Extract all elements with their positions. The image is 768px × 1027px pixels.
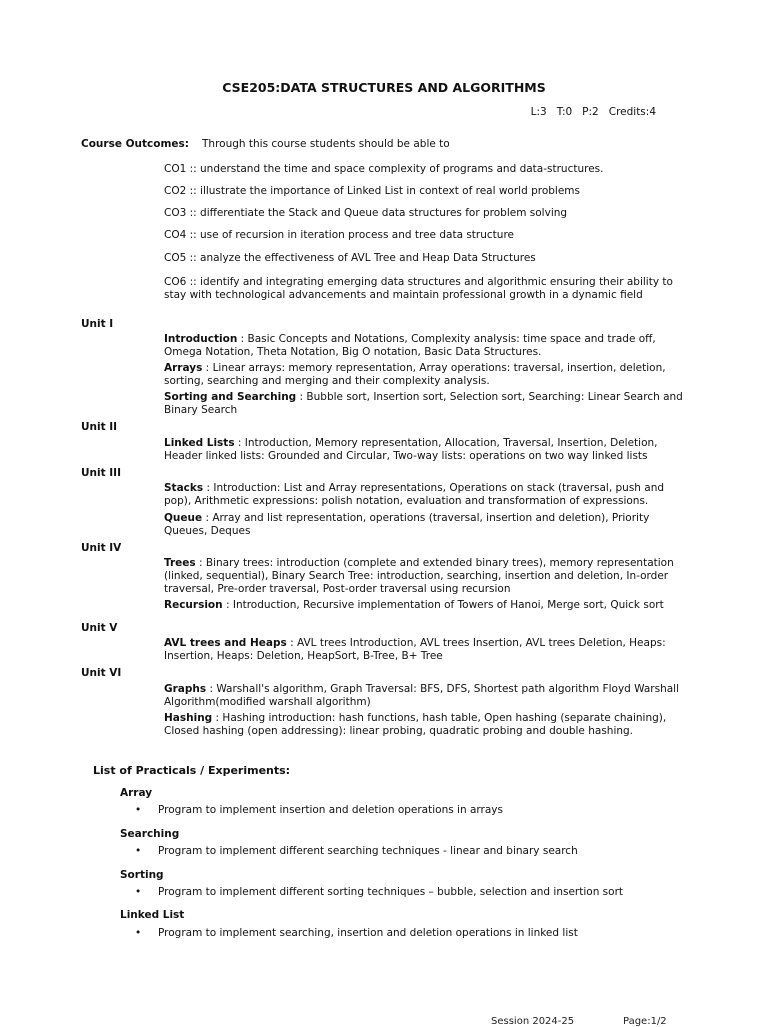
footer-session: Session 2024-25 (491, 1016, 575, 1027)
practical-item (135, 804, 503, 816)
course-outcome-4: CO4 :: use of recursion in iteration process and tree data structure (164, 229, 514, 241)
practical-group-linked-list: Linked List (120, 909, 185, 921)
bullet-icon: • (135, 886, 142, 898)
topic-text: Introduction, Memory representation, Allocation, Traversal, Insertion, Deletion, Header linked lists: Grounded and Circular, Two-way lists: operations on two way linked lists (164, 437, 658, 462)
topic-text: Hashing introduction: hash functions, hash table, Open hashing (separate chaining), Closed hashing (open addressing): linear probing, quadratic probing and double hashing. (164, 712, 667, 737)
unit-3-topic-queue: Queue : Array and list representation, operations (traversal, insertion and deletion), Priority Queues, Deques (164, 512, 650, 537)
practical-item (135, 886, 623, 898)
course-outcome-1: CO1 :: understand the time and space complexity of programs and data-structures. (164, 163, 604, 175)
practical-item-text: Program to implement searching, insertion and deletion operations in linked list (158, 927, 578, 939)
bullet-icon: • (135, 845, 142, 857)
course-outcome-6: CO6 :: identify and integrating emerging data structures and algorithmic ensuring their ability to stay with technological advancements and maintain professional growth in a dynamic field (164, 276, 673, 301)
practical-group-sorting: Sorting (120, 869, 164, 881)
topic-text: Introduction: List and Array representations, Operations on stack (traversal, push and pop), Arithmetic expressions: polish notation, evaluation and transformation of expressions. (164, 482, 665, 507)
practical-item-text: Program to implement different searching techniques - linear and binary search (158, 845, 578, 857)
unit-2-label: Unit II (81, 421, 118, 433)
practicals-title: List of Practicals / Experiments: (93, 764, 291, 777)
course-outcome-2: CO2 :: illustrate the importance of Linked List in context of real world problems (164, 185, 581, 197)
unit-1-topic-arrays: Arrays : Linear arrays: memory representation, Array operations: traversal, insertion, deletion, sorting, searching and merging and their complexity analysis. (164, 362, 666, 387)
course-outcome-3: CO3 :: differentiate the Stack and Queue data structures for problem solving (164, 207, 568, 219)
course-outcomes-intro: Through this course students should be able to (202, 138, 450, 150)
ltp-credits (531, 106, 656, 118)
course-outcomes-label: Course Outcomes: (81, 138, 189, 150)
topic-text: AVL trees Introduction, AVL trees Insertion, AVL trees Deletion, Heaps: Insertion, Heaps: Deletion, HeapSort, B-Tree, B+ Tree (164, 637, 666, 662)
topic-heading: Hashing (164, 712, 213, 724)
practical-hours: P:2 (582, 106, 599, 118)
topic-heading: Queue (164, 512, 203, 524)
topic-text: Warshall's algorithm, Graph Traversal: BFS, DFS, Shortest path algorithm Floyd Warshall Algorithm(modified warshall algorithm) (164, 683, 680, 708)
topic-heading: Trees (164, 557, 196, 569)
unit-4-label: Unit IV (81, 542, 122, 554)
unit-4-topic-trees: Trees : Binary trees: introduction (complete and extended binary trees), memory representation (linked, sequential), Binary Search Tree: introduction, searching, insertion and deletion, In-order traversal, Pre-order traversal, Post-order traversal using recursion (164, 557, 674, 595)
topic-text: Linear arrays: memory representation, Array operations: traversal, insertion, deletion, sorting, searching and merging and their complexity analysis. (164, 362, 666, 387)
topic-heading: Arrays (164, 362, 203, 374)
unit-3-label: Unit III (81, 467, 121, 479)
unit-3-topic-stacks: Stacks : Introduction: List and Array representations, Operations on stack (traversal, push and pop), Arithmetic expressions: polish notation, evaluation and transformation of expressions. (164, 482, 665, 507)
topic-text: Bubble sort, Insertion sort, Selection sort, Searching: Linear Search and Binary Search (164, 391, 683, 416)
topic-text: Basic Concepts and Notations, Complexity analysis: time space and trade off, Omega Notation, Theta Notation, Big O notation, Basic Data Structures. (164, 333, 656, 358)
credits: Credits:4 (608, 106, 656, 118)
topic-heading: Recursion (164, 599, 223, 611)
unit-1-label: Unit I (81, 318, 114, 330)
unit-6-topic-hashing: Hashing : Hashing introduction: hash functions, hash table, Open hashing (separate chaining), Closed hashing (open addressing): linear probing, quadratic probing and double hashing. (164, 712, 667, 737)
topic-text: Introduction, Recursive implementation of Towers of Hanoi, Merge sort, Quick sort (232, 599, 664, 611)
practical-item (135, 845, 578, 857)
bullet-icon: • (135, 804, 142, 816)
topic-heading: AVL trees and Heaps (164, 637, 287, 649)
unit-6-topic-graphs: Graphs : Warshall's algorithm, Graph Traversal: BFS, DFS, Shortest path algorithm Floyd Warshall Algorithm(modified warshall algorithm) (164, 683, 680, 708)
unit-6-label: Unit VI (81, 667, 122, 679)
course-outcome-5: CO5 :: analyze the effectiveness of AVL Tree and Heap Data Structures (164, 252, 536, 264)
unit-2-topic-linked-lists: Linked Lists : Introduction, Memory representation, Allocation, Traversal, Insertion, Deletion, Header linked lists: Grounded and Circular, Two-way lists: operations on two way linked lists (164, 437, 658, 462)
unit-5-topic-avl-heaps: AVL trees and Heaps : AVL trees Introduction, AVL trees Insertion, AVL trees Deletion, Heaps: Insertion, Heaps: Deletion, HeapSort, B-Tree, B+ Tree (164, 637, 666, 662)
lecture-hours: L:3 (530, 106, 547, 118)
topic-text: Binary trees: introduction (complete and extended binary trees), memory representation (linked, sequential), Binary Search Tree: introduction, searching, insertion and deletion, In-order traversal, Pre-order traversal, Post-order traversal using recursion (164, 557, 674, 595)
practical-group-searching: Searching (120, 828, 180, 840)
unit-1-topic-sorting-searching: Sorting and Searching : Bubble sort, Insertion sort, Selection sort, Searching: Linear Search and Binary Search (164, 391, 683, 416)
unit-1-topic-introduction: Introduction : Basic Concepts and Notations, Complexity analysis: time space and trade off, Omega Notation, Theta Notation, Big O notation, Basic Data Structures. (164, 333, 656, 358)
practical-item-text: Program to implement insertion and deletion operations in arrays (158, 804, 503, 816)
topic-text: Array and list representation, operations (traversal, insertion and deletion), Priority Queues, Deques (164, 512, 650, 537)
unit-4-topic-recursion: Recursion : Introduction, Recursive implementation of Towers of Hanoi, Merge sort, Quick sort (164, 599, 664, 611)
footer-page-number: Page:1/2 (623, 1016, 667, 1027)
practical-group-array: Array (120, 787, 153, 799)
practical-item (135, 927, 578, 939)
topic-heading: Linked Lists (164, 437, 235, 449)
topic-heading: Stacks (164, 482, 204, 494)
topic-heading: Introduction (164, 333, 238, 345)
topic-heading: Sorting and Searching (164, 391, 297, 403)
course-title: CSE205:DATA STRUCTURES AND ALGORITHMS (222, 80, 546, 95)
bullet-icon: • (135, 927, 142, 939)
practical-item-text: Program to implement different sorting techniques – bubble, selection and insertion sort (158, 886, 624, 898)
topic-heading: Graphs (164, 683, 207, 695)
unit-5-label: Unit V (81, 622, 118, 634)
tutorial-hours: T:0 (556, 106, 573, 118)
